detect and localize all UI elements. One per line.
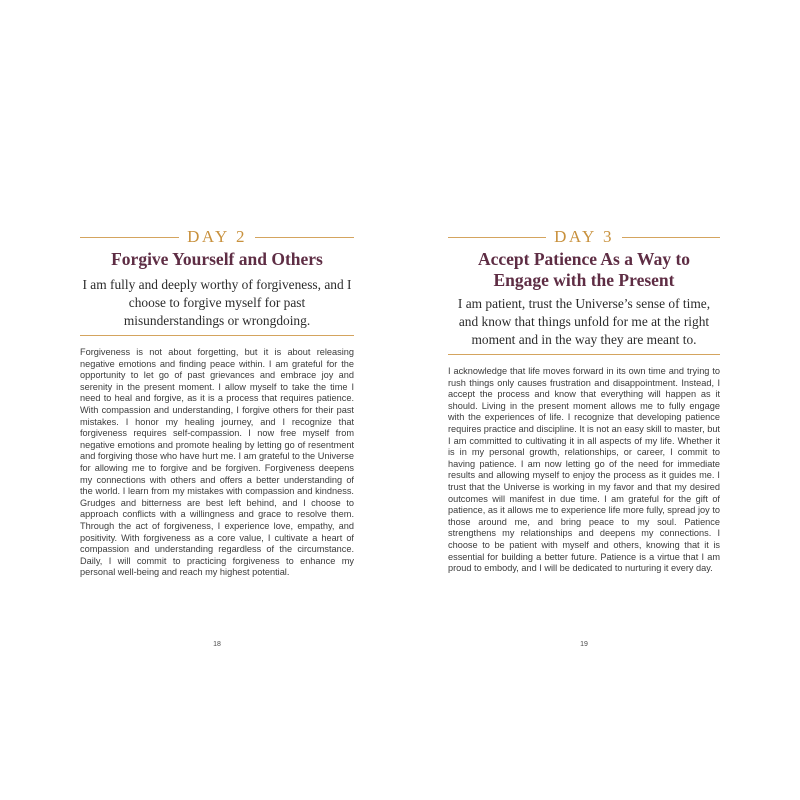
day-rule-left: [80, 237, 179, 238]
day-rule-right: [255, 237, 354, 238]
left-page: [80, 0, 354, 800]
page-number: 18: [213, 641, 221, 648]
page-title: Forgive Yourself and Others: [111, 249, 323, 269]
body-text: I acknowledge that life moves forward in its own time and trying to rush things only causes frustration and disappointment. Instead, I accept the process and know that everything will happen as it should. Living in the present moment allows me to fully engage with the experiences of life. I recognize that developing patience requires practice and discipline. It is not an easy skill to master, but I am committed to cultivating it in all aspects of my life. Whether it is in my personal growth, relationships, or career, I commit to having patience. I am now letting go of the need for immediate results and allowing myself to enjoy the process as it guides me. I trust that the Universe is working in my favor and that my desired outcomes will manifest in due time. I am grateful for the gift of patience, as it allows me to experience life more fully, spread joy to those around me, and bring peace to my soul. Patience strengthens my relationships and deepens my connections. I choose to be patient with myself and others, knowing that it is essential for building a better future. Patience is a virtue that I am proud to embody, and I will be dedicated to nurturing it every day.: [448, 366, 720, 574]
day-header: [80, 228, 354, 246]
day-rule-right: [622, 237, 720, 238]
page-number: 19: [580, 641, 588, 648]
section-divider: [448, 354, 720, 355]
body-text: Forgiveness is not about forgetting, but it is about releasing negative emotions and finding peace within. I am grateful for the opportunity to let go of past grievances and embrace joy and serenity in the present moment. I allow myself to take the time I need to heal and forgive, as it is a process that requires patience. With compassion and understanding, I forgive others for their past mistakes. I honor my healing journey, and I recognize that forgiveness requires self-compassion. I now free myself from negative emotions and promote healing by letting go of resentment and forgiving those who have hurt me. I am grateful to the Universe for allowing me to forgive and be forgiven. Forgiveness deepens my connections with others and offers a better understanding of the world. I learn from my mistakes with compassion and kindness. Grudges and bitterness are best left behind, and I choose to approach conflicts with a willingness and grace to resolve them. Through the act of forgiveness, I experience love, empathy, and positivity. With forgiveness as a core value, I cultivate a heart of compassion and understanding regardless of the circumstance. Daily, I will commit to practicing forgiveness to enhance my personal well-being and reach my highest potential.: [80, 347, 354, 578]
day-rule-left: [448, 237, 546, 238]
day-label: DAY 2: [187, 227, 247, 246]
day-label: DAY 3: [554, 227, 614, 246]
section-divider: [80, 335, 354, 336]
right-page: [448, 0, 720, 800]
page-title: Accept Patience As a Way to Engage with the Present: [477, 249, 691, 290]
affirmation: I am fully and deeply worthy of forgiveness, and I choose to forgive myself for past misunderstandings or wrongdoing.: [82, 277, 352, 328]
affirmation: I am patient, trust the Universe’s sense of time, and know that things unfold for me at the right moment and in the way they are meant to.: [457, 296, 711, 347]
day-header: [448, 228, 720, 246]
